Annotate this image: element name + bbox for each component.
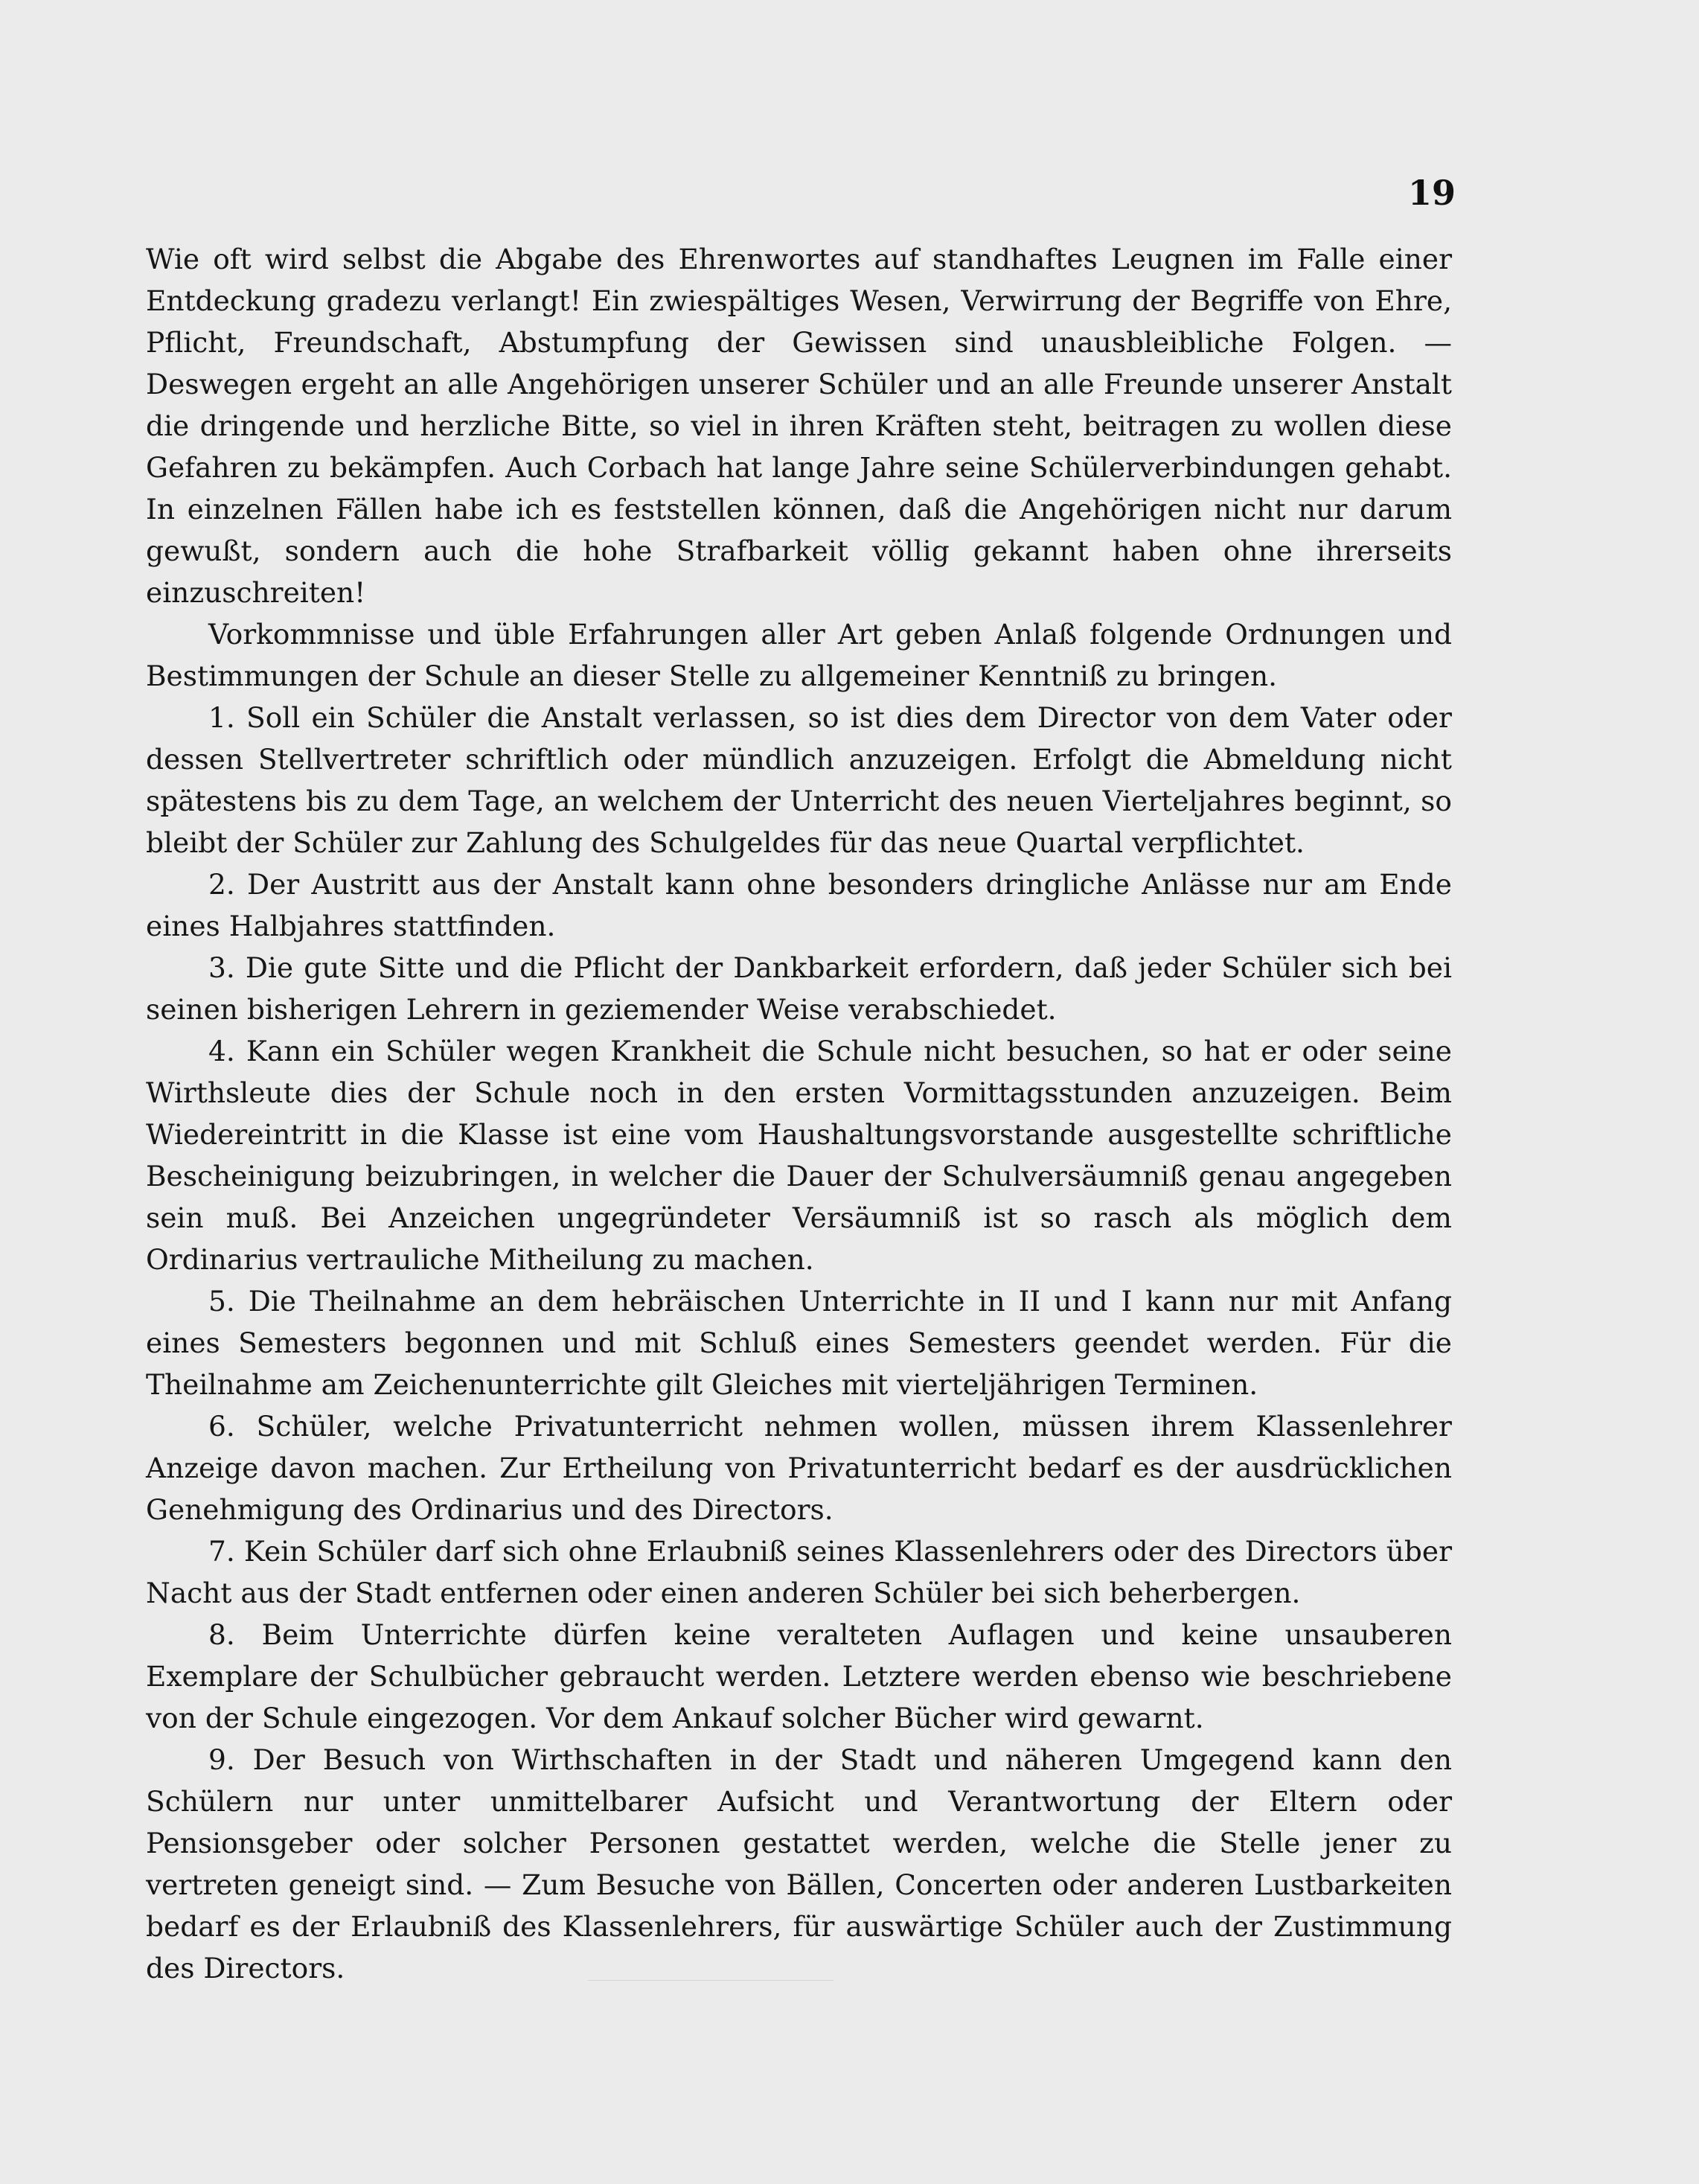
- rule-6: 6. Schüler, welche Privatunterricht nehmen wollen, müssen ihrem Klassenlehrer Anzeige davon machen. Zur Ertheilung von Privatunterricht bedarf es der ausdrücklichen Genehmigung des Ordinarius und des Directors.: [146, 1410, 1452, 1526]
- body-text: [146, 238, 1452, 1989]
- paragraph-intro: Wie oft wird selbst die Abgabe des Ehrenwortes auf standhaftes Leugnen im Falle einer Entdeckung gradezu verlangt! Ein zwiespältiges Wesen, Verwirrung der Begriffe von Ehre, Pflicht, Freundschaft, Abstumpfung der Gewissen sind unausbleibliche Folgen. — Deswegen ergeht an alle Angehörigen unserer Schüler und an alle Freunde unserer Anstalt die dringende und herzliche Bitte, so viel in ihren Kräften steht, beitragen zu wollen diese Gefahren zu bekämpfen. Auch Corbach hat lange Jahre seine Schülerverbindungen gehabt. In einzelnen Fällen habe ich es feststellen können, daß die Angehörigen nicht nur darum gewußt, sondern auch die hohe Strafbarkeit völlig gekannt haben ohne ihrerseits einzuschreiten!: [146, 243, 1452, 609]
- bottom-divider: [588, 1980, 833, 1981]
- rule-2: 2. Der Austritt aus der Anstalt kann ohne besonders dringliche Anlässe nur am Ende eines Halbjahres stattfinden.: [146, 868, 1452, 942]
- rule-7: 7. Kein Schüler darf sich ohne Erlaubniß seines Klassenlehrers oder des Directors über Nacht aus der Stadt entfernen oder einen anderen Schüler bei sich beherbergen.: [146, 1535, 1452, 1609]
- rule-3: 3. Die gute Sitte und die Pflicht der Dankbarkeit erfordern, daß jeder Schüler sich bei seinen bisherigen Lehrern in geziemender Weise verabschiedet.: [146, 951, 1452, 1026]
- rule-9: 9. Der Besuch von Wirthschaften in der Stadt und näheren Umgegend kann den Schülern nur unter unmittelbarer Aufsicht und Verantwortung der Eltern oder Pensionsgeber oder solcher Personen gestattet werden, welche die Stelle jener zu vertreten geneigt sind. — Zum Besuche von Bällen, Concerten oder anderen Lustbarkeiten bedarf es der Erlaubniß des Klassenlehrers, für auswärtige Schüler auch der Zustimmung des Directors.: [146, 1743, 1452, 1985]
- rule-1: 1. Soll ein Schüler die Anstalt verlassen, so ist dies dem Director von dem Vater oder dessen Stellvertreter schriftlich oder mündlich anzuzeigen. Erfolgt die Abmeldung nicht spätestens bis zu dem Tage, an welchem der Unterricht des neuen Vierteljahres beginnt, so bleibt der Schüler zur Zahlung des Schulgeldes für das neue Quartal verpflichtet.: [146, 701, 1452, 859]
- rule-4: 4. Kann ein Schüler wegen Krankheit die Schule nicht besuchen, so hat er oder seine Wirthsleute dies der Schule noch in den ersten Vormittagsstunden anzuzeigen. Beim Wiedereintritt in die Klasse ist eine vom Haushaltungsvorstande ausgestellte schriftliche Bescheinigung beizubringen, in welcher die Dauer der Schulversäumniß genau angegeben sein muß. Bei Anzeichen ungegründeter Versäumniß ist so rasch als möglich dem Ordinarius vertrauliche Mitheilung zu machen.: [146, 1035, 1452, 1276]
- page-number: 19: [1407, 173, 1456, 213]
- rule-8: 8. Beim Unterrichte dürfen keine veralteten Auflagen und keine unsauberen Exemplare der Schulbücher gebraucht werden. Letztere werden ebenso wie beschriebene von der Schule eingezogen. Vor dem Ankauf solcher Bücher wird gewarnt.: [146, 1618, 1452, 1734]
- paragraph-preamble: Vorkommnisse und üble Erfahrungen aller Art geben Anlaß folgende Ordnungen und Bestimmungen der Schule an dieser Stelle zu allgemeiner Kenntniß zu bringen.: [146, 618, 1452, 692]
- rule-5: 5. Die Theilnahme an dem hebräischen Unterrichte in II und I kann nur mit Anfang eines Semesters begonnen und mit Schluß eines Semesters geendet werden. Für die Theilnahme am Zeichenunterrichte gilt Gleiches mit vierteljährigen Terminen.: [146, 1285, 1452, 1401]
